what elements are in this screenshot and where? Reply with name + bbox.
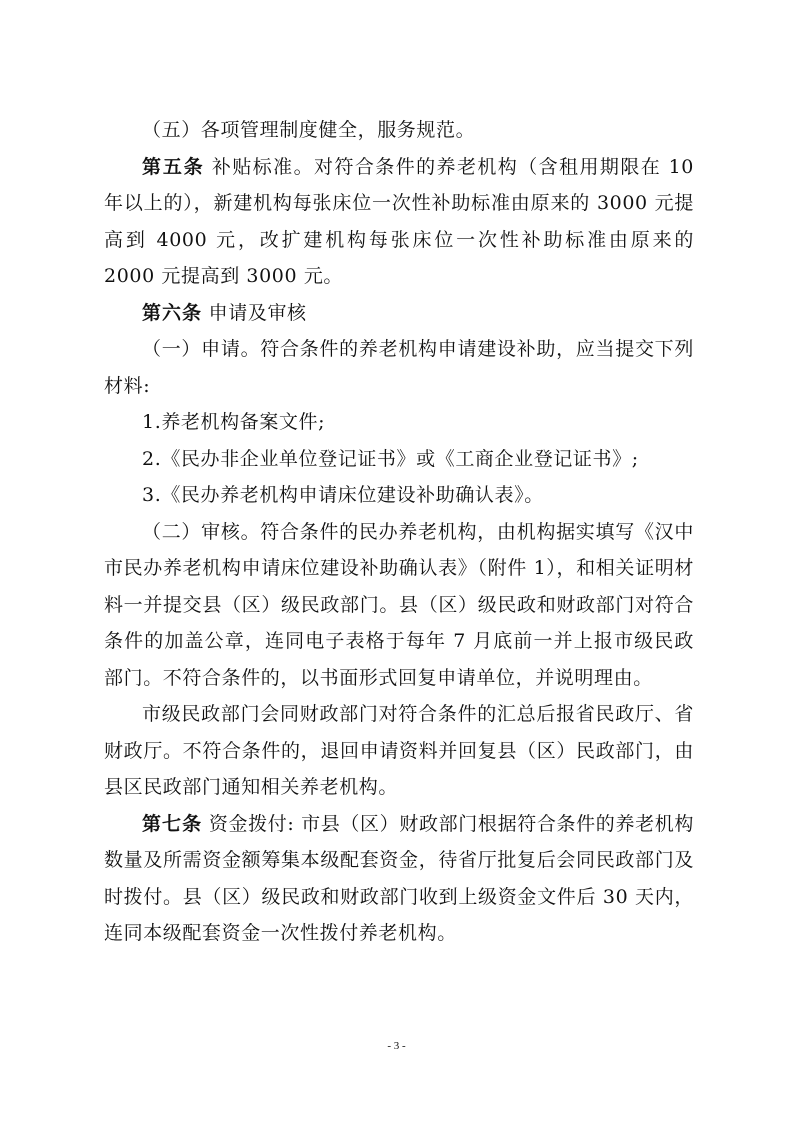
article-heading: 第五条 — [142, 155, 205, 178]
paragraph-article-5 — [104, 149, 694, 295]
list-item — [104, 441, 694, 478]
list-item — [104, 477, 694, 514]
paragraph-text: 2.《民办非企业单位登记证书》或《工商企业登记证书》; — [142, 447, 639, 470]
paragraph-text: 3.《民办养老机构申请床位建设补助确认表》。 — [142, 484, 544, 506]
document-body — [104, 112, 694, 952]
paragraph-text: 1.养老机构备案文件; — [142, 411, 326, 433]
paragraph-text: 资金拨付: 市县（区）财政部门根据符合条件的养老机构数量及所需资金额筹集本级配套资金，待省厅批复后会同民政部门及时拨付。县（区）级民政和财政部门收到上级资金文件后 30 天内，连同本级配套资金一次性拨付养老机构。 — [104, 812, 694, 944]
paragraph-text: 市级民政部门会同财政部门对符合条件的汇总后报省民政厅、省财政厅。不符合条件的，退回申请资料并回复县（区）民政部门，由县区民政部门通知相关养老机构。 — [104, 703, 694, 798]
paragraph-text: （二）审核。符合条件的民办养老机构，由机构据实填写《汉中市民办养老机构申请床位建设补助确认表》（附件 1），和相关证明材料一并提交县（区）级民政部门。县（区）级民政和财政部门对符合条件的加盖公章，连同电子表格于每年 7 月底前一并上报市级民政部门。不符合条件的，以书面形式回复申请单位，并说明理由。 — [104, 520, 694, 689]
paragraph-article-7 — [104, 806, 694, 952]
paragraph-text: 申请及审核 — [202, 301, 307, 324]
paragraph-text: （一）申请。符合条件的养老机构申请建设补助，应当提交下列材料: — [104, 338, 694, 397]
paragraph-review — [104, 514, 694, 697]
paragraph-item-5 — [104, 112, 694, 149]
article-heading: 第七条 — [142, 812, 203, 835]
list-item — [104, 404, 694, 441]
paragraph-article-6 — [104, 295, 694, 332]
page-number: - 3 - — [387, 1040, 406, 1052]
paragraph-application — [104, 331, 694, 404]
paragraph-city-review — [104, 696, 694, 806]
paragraph-text: 补贴标准。对符合条件的养老机构（含租用期限在 10 年以上的），新建机构每张床位一次性补助标准由原来的 3000 元提高到 4000 元，改扩建机构每张床位一次性补助标准由原来的 2000 元提高到 3000 元。 — [104, 155, 694, 287]
article-heading: 第六条 — [142, 301, 203, 324]
paragraph-text: （五）各项管理制度健全，服务规范。 — [142, 119, 476, 141]
